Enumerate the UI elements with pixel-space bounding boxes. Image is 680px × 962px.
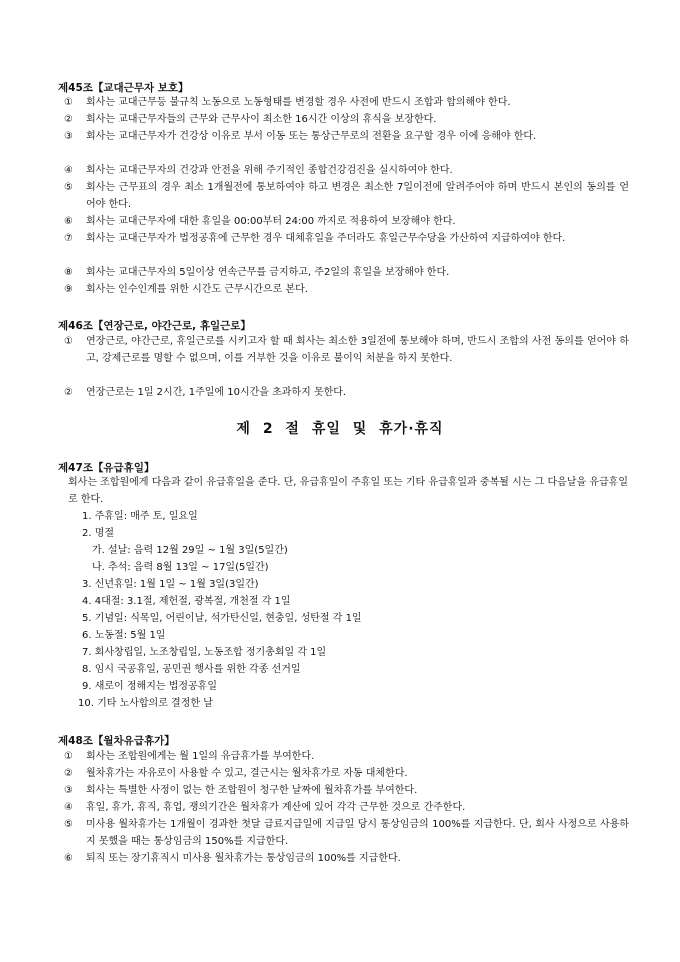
article-47-title: 제47조【유급휴일】: [58, 462, 155, 474]
holiday-list-item: 4. 4대절: 3.1절, 제헌절, 광복절, 개천절 각 1일: [82, 596, 291, 607]
holiday-sub-item: 나. 추석: 음력 8월 13일 ~ 17일(5일간): [92, 562, 269, 573]
item-number: ⑤: [64, 182, 73, 193]
item-text: 회사는 교대근무자의 5일이상 연속근무를 금지하고, 주2일의 휴일을 보장해야 한다.: [86, 267, 450, 278]
item-number: ⑥: [64, 853, 73, 864]
article-48-title: 제48조【월차유급휴가】: [58, 735, 175, 747]
item-number: ②: [64, 114, 73, 125]
item-text: 월차휴가는 자유로이 사용할 수 있고, 결근시는 월차휴가로 자동 대체한다.: [86, 768, 408, 779]
item-text: 미사용 월차휴가는 1개월이 경과한 첫달 급료지급일에 지급일 당시 통상임금의 100%를 지급한다. 단, 회사 사정으로 사용하지 못했을 때는 통상임금의 150%를 지급한다.: [86, 819, 629, 847]
art48-item-3: [64, 782, 629, 799]
item-text: 회사는 교대근무등 불규칙 노동으로 노동형태를 변경할 경우 사전에 반드시 조합과 합의해야 한다.: [86, 97, 511, 108]
item-number: ②: [64, 768, 73, 779]
article-46-title: 제46조【연장근로, 야간근로, 휴일근로】: [58, 320, 251, 332]
item-text: 퇴직 또는 장기휴직시 미사용 월차휴가는 통상임금의 100%를 지급한다.: [86, 853, 401, 864]
art48-item-2: [64, 765, 629, 782]
item-number: ⑤: [64, 819, 73, 830]
holiday-list-item: 5. 기념일: 식목일, 어린이날, 석가탄신일, 현충일, 성탄절 각 1일: [82, 613, 362, 624]
holiday-list-item: 6. 노동절: 5월 1일: [82, 630, 166, 641]
art48-item-4: [64, 799, 629, 816]
item-text: 연장근로, 야간근로, 휴일근로를 시키고자 할 때 회사는 최소한 3일전에 통보해야 하며, 반드시 조합의 사전 동의를 얻어야 하고, 강제근로를 명할 수 없으며, 이를 거부한 것을 이유로 불이익 처분을 하지 못한다.: [86, 336, 629, 364]
item-text: 회사는 조합원에게는 월 1일의 유급휴가를 부여한다.: [86, 751, 315, 762]
item-number: ①: [64, 751, 73, 762]
item-text: 회사는 교대근무자에 대한 휴일을 00:00부터 24:00 까지로 적용하여 보장해야 한다.: [86, 216, 456, 227]
item-text: 휴일, 휴가, 휴직, 휴업, 쟁의기간은 월차휴가 계산에 있어 각각 근무한 것으로 간주한다.: [86, 802, 466, 813]
art45-item-9: [64, 281, 629, 298]
item-number: ⑥: [64, 216, 73, 227]
art45-item-4: [64, 162, 629, 179]
art45-item-3: [64, 128, 629, 145]
holiday-list-item: 8. 임시 국공휴일, 공민권 행사를 위한 각종 선거일: [82, 664, 301, 675]
art45-item-6: [64, 213, 629, 230]
art45-item-1: [64, 94, 629, 111]
item-number: ④: [64, 165, 73, 176]
art45-item-7: [64, 230, 629, 247]
item-text: 회사는 교대근무자들의 근무와 근무사이 최소한 16시간 이상의 휴식을 보장한다.: [86, 114, 437, 125]
item-text: 회사는 특별한 사정이 없는 한 조합원이 청구한 날짜에 월차휴가를 부여한다.: [86, 785, 418, 796]
item-number: ③: [64, 785, 73, 796]
section-heading: 제 2 절 휴일 및 휴가·휴직: [236, 421, 444, 437]
holiday-list-item: 3. 신년휴일: 1월 1일 ~ 1월 3일(3일간): [82, 579, 259, 590]
holiday-list-item: 1. 주휴일: 매주 토, 일요일: [82, 511, 198, 522]
item-number: ①: [64, 336, 73, 347]
item-text: 회사는 인수인계를 위한 시간도 근무시간으로 본다.: [86, 284, 308, 295]
holiday-list-item: 9. 새로이 정해지는 법정공휴일: [82, 681, 217, 692]
item-number: ④: [64, 802, 73, 813]
item-number: ②: [64, 387, 73, 398]
art46-item-2: [64, 384, 629, 401]
art48-item-1: [64, 748, 629, 765]
item-number: ③: [64, 131, 73, 142]
item-text: 회사는 근무표의 경우 최소 1개월전에 통보하여야 하고 변경은 최소한 7일이전에 알려주어야 하며 반드시 본인의 동의를 얻어야 한다.: [86, 182, 629, 210]
item-number: ⑨: [64, 284, 73, 295]
art48-item-6: [64, 850, 629, 867]
art45-item-2: [64, 111, 629, 128]
holiday-list-item: 10. 기타 노사합의로 결정한 날: [78, 698, 213, 709]
article-45-title: 제45조【교대근무자 보호】: [58, 82, 189, 94]
item-text: 연장근로는 1일 2시간, 1주일에 10시간을 초과하지 못한다.: [86, 387, 347, 398]
art48-item-5: [64, 816, 629, 850]
holiday-sub-item: 가. 설날: 음력 12월 29일 ~ 1월 3일(5일간): [92, 545, 288, 556]
item-number: ⑦: [64, 233, 73, 244]
item-number: ①: [64, 97, 73, 108]
item-text: 회사는 교대근무자가 건강상 이유로 부서 이동 또는 통상근무로의 전환을 요구할 경우 이에 응해야 한다.: [86, 131, 537, 142]
art45-item-8: [64, 264, 629, 281]
item-number: ⑧: [64, 267, 73, 278]
art45-item-5: [64, 179, 629, 213]
holiday-list-item: 2. 명절: [82, 528, 115, 539]
item-text: 회사는 교대근무자의 건강과 안전을 위해 주기적인 종합건강검진을 실시하여야 한다.: [86, 165, 453, 176]
item-text: 회사는 교대근무자가 법정공휴에 근무한 경우 대체휴일을 주더라도 휴일근무수당을 가산하여 지급하여야 한다.: [86, 233, 566, 244]
holiday-list-item: 7. 회사창립일, 노조창립일, 노동조합 정기총회일 각 1일: [82, 647, 327, 658]
art46-item-1: [64, 333, 629, 367]
article-47-intro: 회사는 조합원에게 다음과 같이 유급휴일을 준다. 단, 유급휴일이 주휴일 또는 기타 유급휴일과 중복될 시는 그 다음날을 유급휴일로 한다.: [68, 477, 628, 505]
